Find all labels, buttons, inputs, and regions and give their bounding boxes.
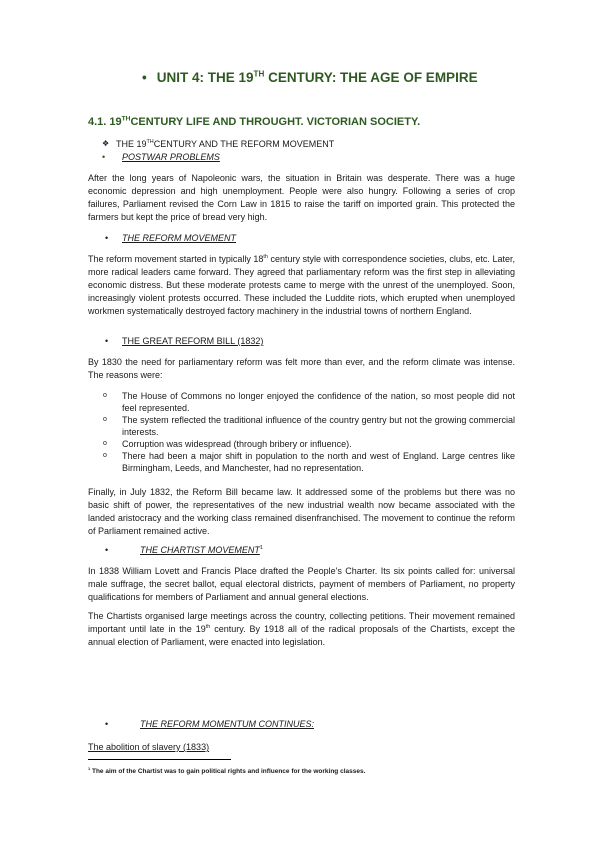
slavery-heading: The abolition of slavery (1833) xyxy=(88,742,210,752)
subheading-reform-movement xyxy=(102,139,335,149)
footnote-divider xyxy=(88,759,231,760)
chartist-text-1: In 1838 William Lovett and Francis Place drafted the People's Charter. Its six points called for: universal male suffrage, the secret ballot, equal electoral districts, payment of members of Parliament, no property qualifications for members of Parliament and annual general elections. xyxy=(88,566,515,602)
subheading-suffix: CENTURY AND THE REFORM MOVEMENT xyxy=(153,139,335,149)
unit-title-sup: TH xyxy=(253,69,265,79)
diamond-bullet-icon: ❖ xyxy=(102,139,110,148)
title-bullet: • xyxy=(142,70,147,85)
reform-text-sup: th xyxy=(263,254,268,260)
great-reform-text: By 1830 the need for parliamentary reform was felt more than ever, and the reform climate was intense. The reasons were: xyxy=(88,357,515,380)
reform-bullet: • xyxy=(105,233,109,243)
chartist-paragraph-2 xyxy=(88,610,515,649)
great-reform-heading xyxy=(105,336,264,346)
section-heading-sup: TH xyxy=(121,115,131,123)
chartist-text-2-sup: th xyxy=(205,624,211,630)
section-heading-suffix: CENTURY LIFE AND THROUGHT. VICTORIAN SOCIETY. xyxy=(130,116,421,128)
footnote-ref: 1 xyxy=(259,545,263,551)
unit-title-suffix: CENTURY: THE AGE OF EMPIRE xyxy=(264,70,478,85)
chartist-text-2-prefix: The Chartists organised large meetings across the country, collecting petitions. Their movement remained important until late in the 19 xyxy=(88,611,515,634)
momentum-label: THE REFORM MOMENTUM CONTINUES: xyxy=(140,719,314,729)
finally-text: Finally, in July 1832, the Reform Bill became law. It addressed some of the problems but there was no basic shift of power, the representatives of the new industrial wealth now became associated with the landed aristocracy and the working class remained disenfranchised. The movement to continue the reform of Parliament remained active. xyxy=(88,487,515,536)
subheading-sup: TH xyxy=(146,139,154,145)
circle-bullet-icon: o xyxy=(103,392,107,399)
reform-movement-heading xyxy=(105,233,236,243)
list-item: o The House of Commons no longer enjoyed the confidence of the nation, so most people did not feel represented. xyxy=(103,391,515,413)
unit-title-prefix: UNIT 4: THE 19 xyxy=(156,70,254,85)
unit-title xyxy=(142,70,478,85)
chartist-heading xyxy=(105,545,263,555)
list-item: o There had been a major shift in population to the north and west of England. Large centres like Birmingham, Leeds, and Manchester, had no representation. xyxy=(103,451,515,473)
circle-bullet-icon: o xyxy=(103,416,107,423)
list-item: o The system reflected the traditional influence of the country gentry but not the growing commercial interests. xyxy=(103,415,515,437)
chartist-text-2-suffix: century. By 1918 all of the radical proposals of the Chartists, except the annual election of Parliament, were enacted into legislation. xyxy=(88,624,515,647)
circle-bullet-icon: o xyxy=(103,452,107,459)
section-heading-prefix: 4.1. 19 xyxy=(88,116,122,128)
list-item: o Corruption was widespread (through bribery or influence). xyxy=(103,439,352,449)
great-reform-label: THE GREAT REFORM BILL (1832) xyxy=(122,336,264,346)
postwar-text: After the long years of Napoleonic wars, the situation in Britain was desperate. There was a huge economic depression and high unemployment. People were also hungry. Following a series of crop failures, Parliament revised the Corn Law in 1815 to raise the tariff on imported grain. This protected the farmers but kept the price of bread very high. xyxy=(88,173,515,222)
reform-paragraph xyxy=(88,253,515,318)
footnote-text: The aim of the Chartist was to gain political rights and influence for the working classes. xyxy=(90,768,366,775)
postwar-bullet: • xyxy=(102,152,106,162)
reform-movement-label: THE REFORM MOVEMENT xyxy=(122,233,236,243)
momentum-bullet: • xyxy=(105,719,109,729)
reform-text-suffix: century style with correspondence societies, clubs, etc. Later, more radical leaders came forward. They agreed that parliamentary reform was the first step in alleviating economic distress. But these moderate protests came to merge with the unrest of the unemployed. Soon, increasingly violent protests occurred. These included the Luddite riots, which erupted when unemployed workmen systematically destroyed factory machinery in the industrial towns of northern England. xyxy=(88,254,515,316)
subheading-prefix: THE 19 xyxy=(116,139,147,149)
postwar-paragraph xyxy=(88,172,515,224)
circle-bullet-icon: o xyxy=(103,440,107,447)
great-reform-paragraph xyxy=(88,356,515,382)
reform-text-prefix: The reform movement started in typically 18 xyxy=(88,254,264,264)
chartist-paragraph-1 xyxy=(88,565,515,604)
postwar-heading xyxy=(102,152,220,162)
reasons-list xyxy=(103,390,515,474)
footnote xyxy=(88,765,366,775)
chartist-label: THE CHARTIST MOVEMENT xyxy=(140,545,260,555)
footnote-number: 1 xyxy=(88,765,91,771)
postwar-label: POSTWAR PROBLEMS xyxy=(122,152,220,162)
section-heading xyxy=(88,116,420,128)
chartist-bullet: • xyxy=(105,545,109,555)
great-reform-bullet: • xyxy=(105,336,109,346)
finally-paragraph xyxy=(88,486,515,538)
momentum-heading xyxy=(105,719,314,729)
